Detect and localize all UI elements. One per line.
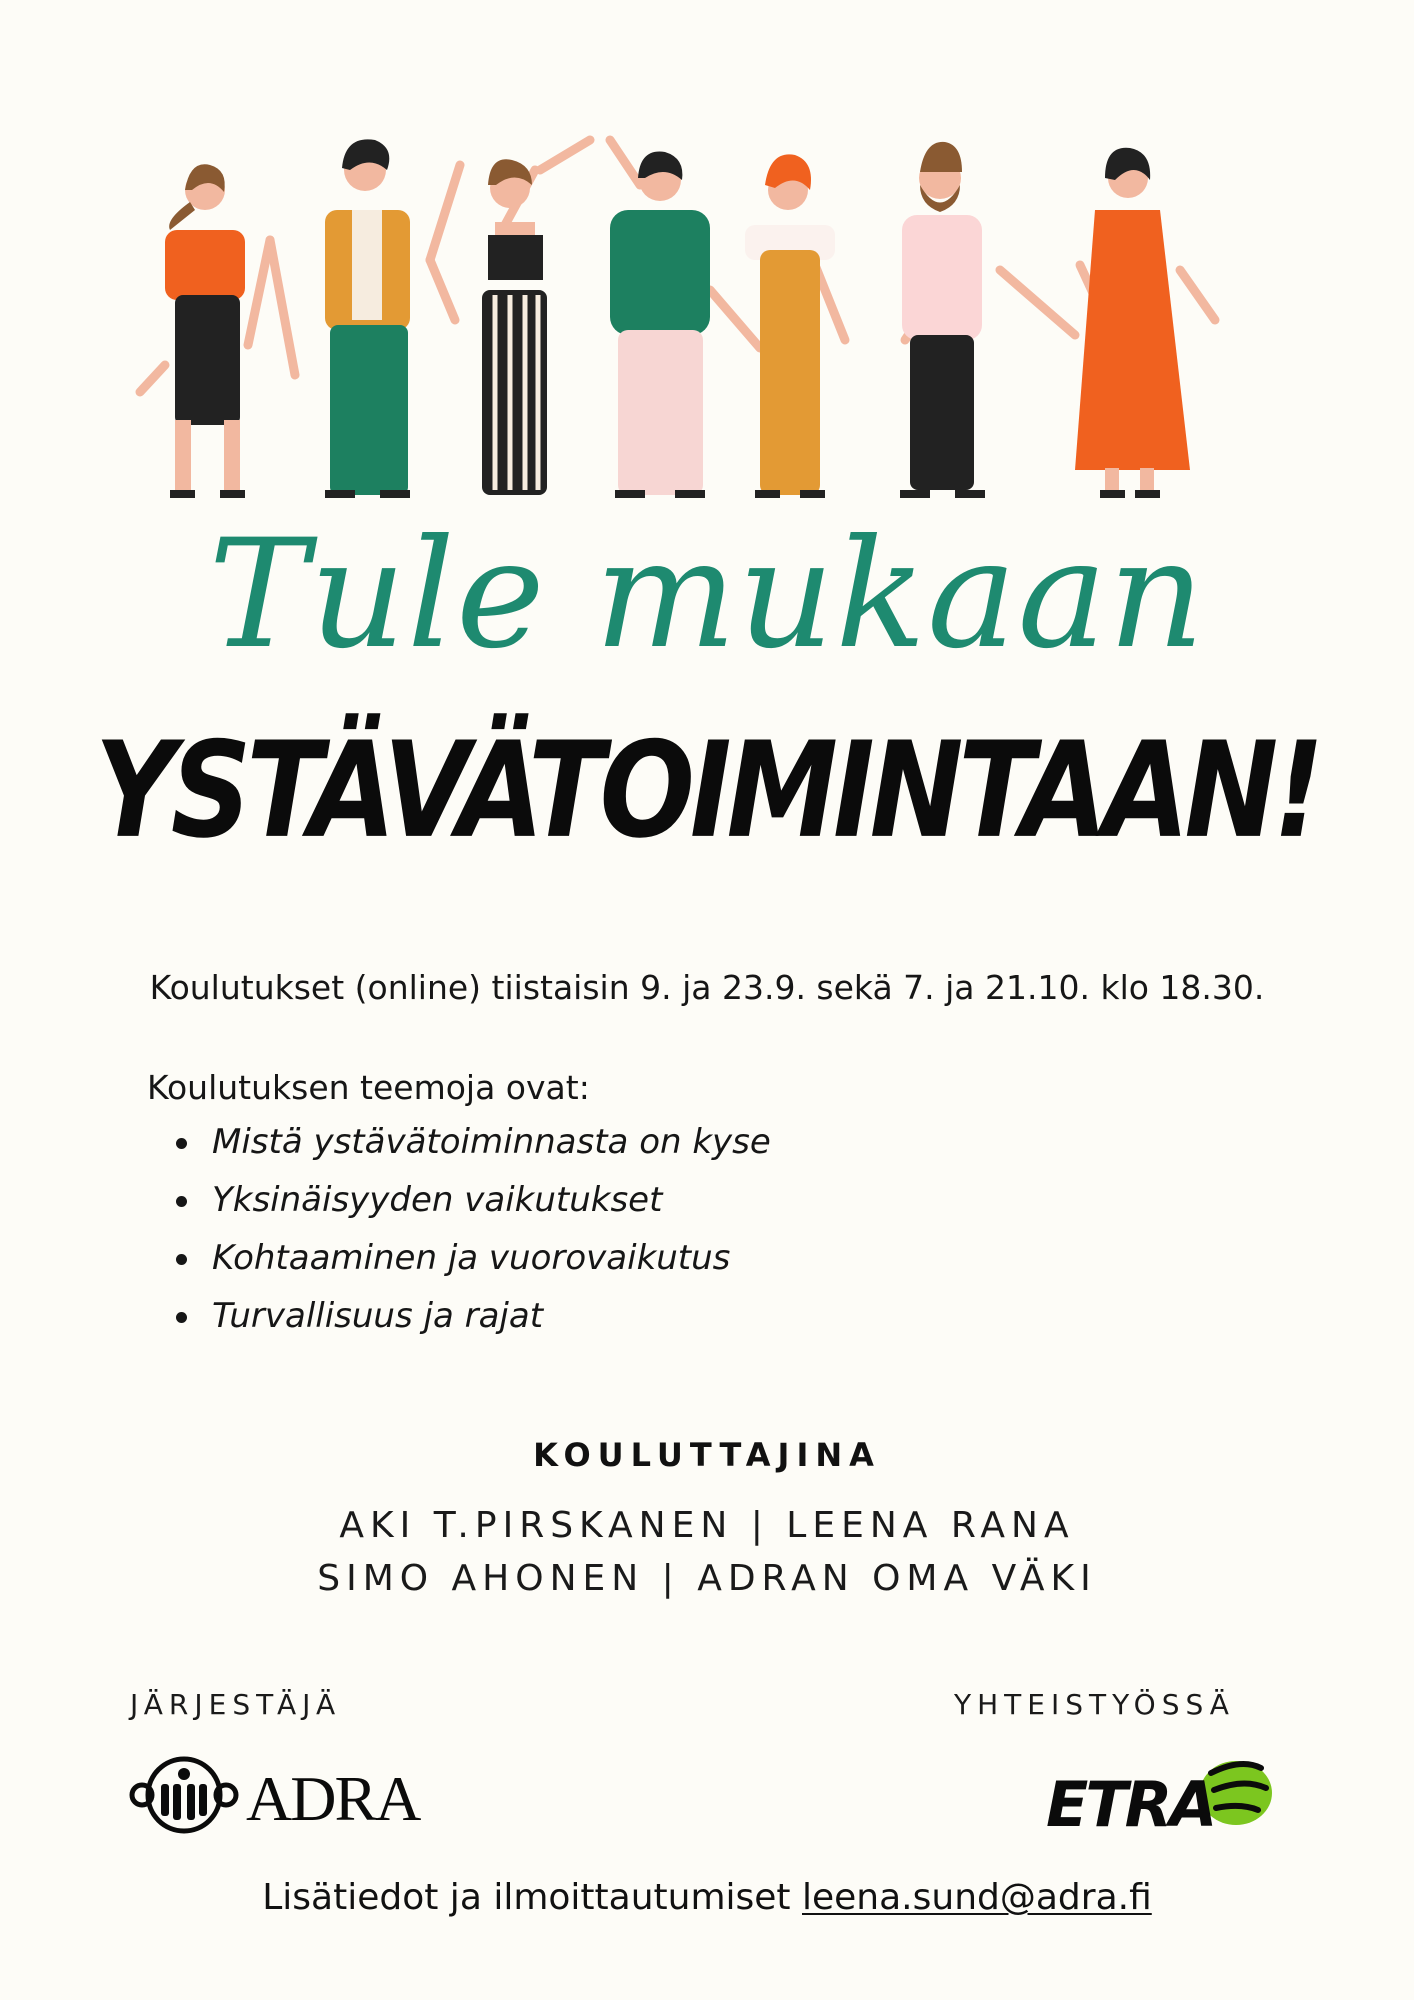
- bullet-icon: [176, 1254, 187, 1265]
- email-link[interactable]: leena.sund@adra.fi: [802, 1877, 1152, 1918]
- training-dates: Koulutukset (online) tiistaisin 9. ja 23.9. sekä 7. ja 21.10. klo 18.30.: [149, 968, 1265, 1007]
- bullet-icon: [176, 1196, 187, 1207]
- bullet-icon: [176, 1138, 187, 1149]
- footer-text: Lisätiedot ja ilmoittautumiset: [262, 1877, 791, 1918]
- list-item: [170, 1234, 771, 1292]
- trainers-heading: KOULUTTAJINA: [533, 1436, 881, 1474]
- theme-text: Kohtaaminen ja vuorovaikutus: [212, 1238, 731, 1278]
- list-item: [170, 1176, 771, 1234]
- themes-list: [170, 1118, 771, 1350]
- trainers-line-2: SIMO AHONEN | ADRAN OMA VÄKI: [317, 1558, 1097, 1599]
- etra-logo[interactable]: [1046, 1738, 1276, 1838]
- title-bold: YSTÄVÄTOIMINTAAN!: [94, 714, 1320, 868]
- title-script: Tule mukaan: [208, 508, 1206, 682]
- theme-text: Yksinäisyyden vaikutukset: [212, 1180, 663, 1220]
- people-holding-hands-illustration: [120, 130, 1240, 530]
- partner-label: YHTEISTYÖSSÄ: [954, 1688, 1235, 1721]
- footer-contact: [0, 1877, 1414, 1918]
- theme-text: Mistä ystävätoiminnasta on kyse: [212, 1122, 771, 1162]
- theme-text: Turvallisuus ja rajat: [212, 1296, 544, 1336]
- organizer-label: JÄRJESTÄJÄ: [130, 1688, 342, 1721]
- etra-wordmark: ETRA: [1046, 1768, 1215, 1838]
- adra-emblem-icon: [128, 1752, 240, 1838]
- bullet-icon: [176, 1312, 187, 1323]
- trainers-line-1: AKI T.PIRSKANEN | LEENA RANA: [339, 1505, 1075, 1546]
- themes-label: Koulutuksen teemoja ovat:: [147, 1068, 590, 1107]
- list-item: [170, 1292, 771, 1350]
- adra-logo[interactable]: [128, 1752, 448, 1838]
- adra-wordmark: ADRA: [246, 1763, 420, 1834]
- list-item: [170, 1118, 771, 1176]
